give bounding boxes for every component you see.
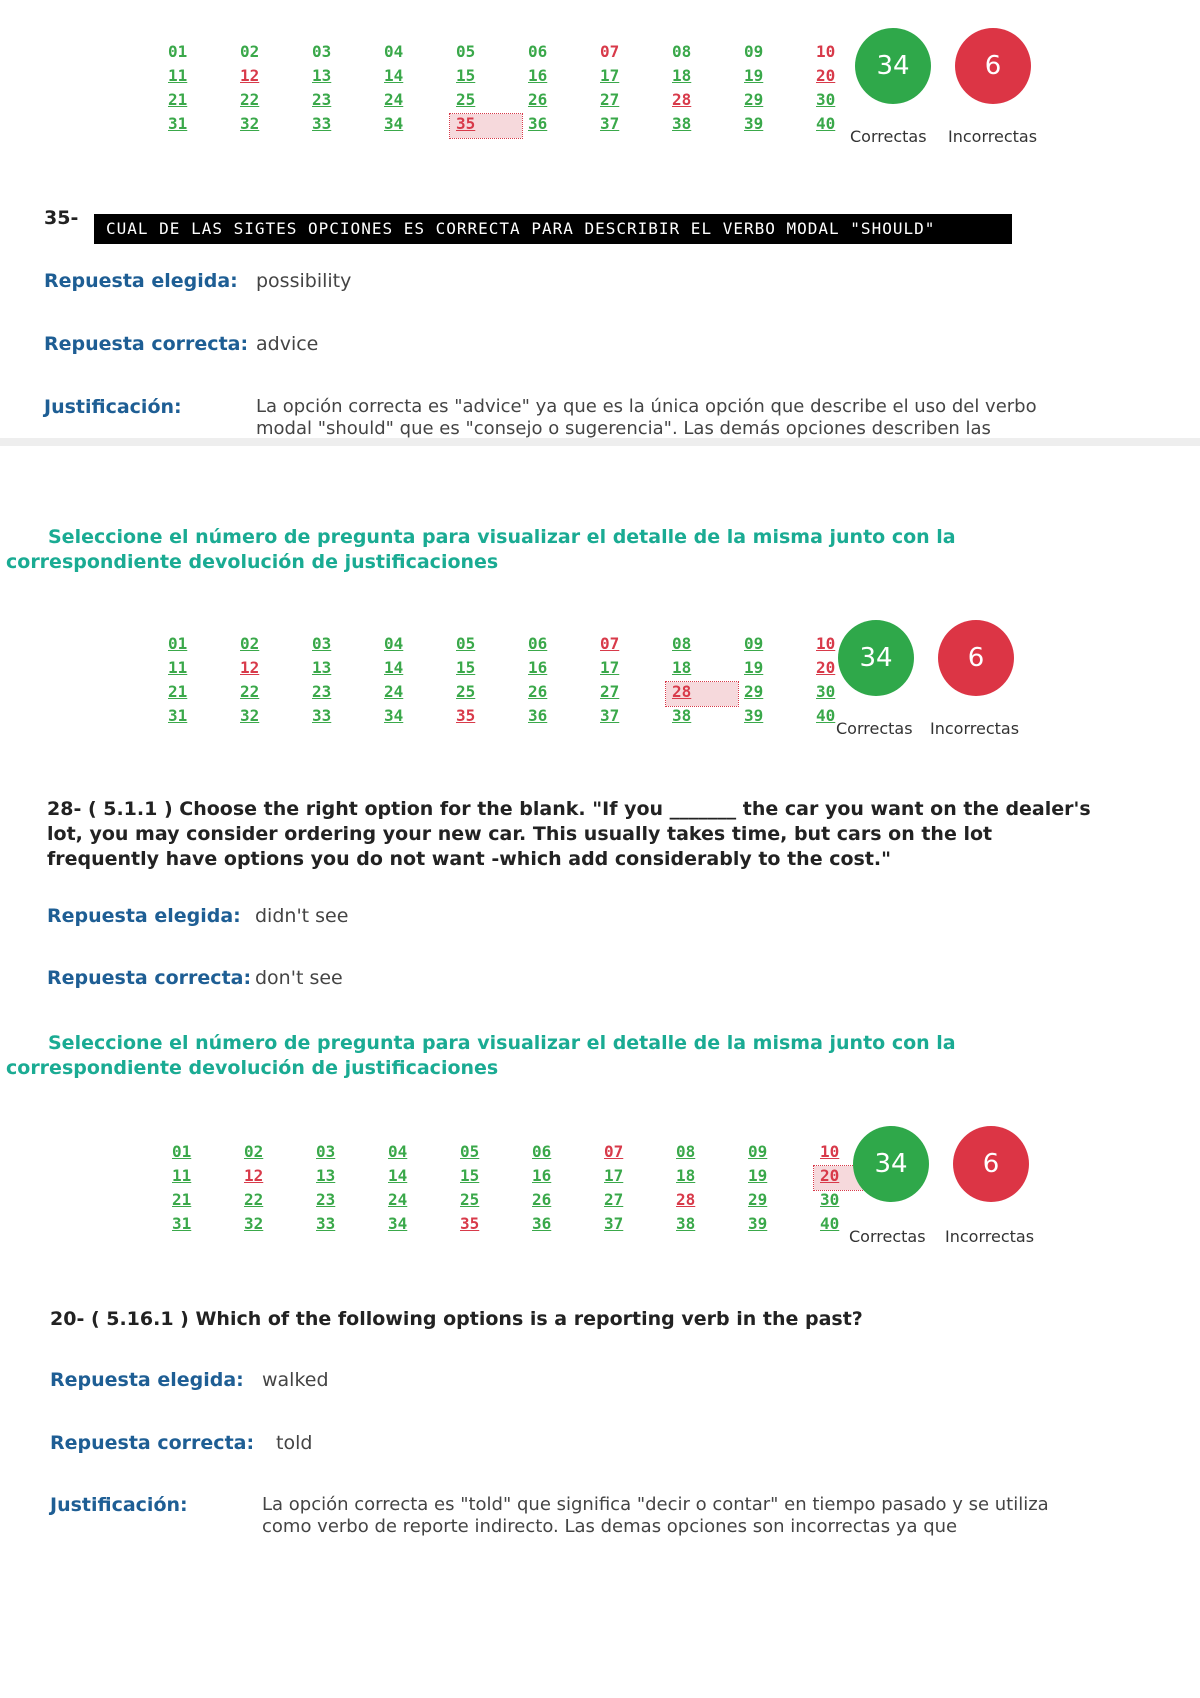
question-number-link[interactable]: 30	[816, 90, 836, 109]
correct-answer-label: Repuesta correcta:	[47, 967, 252, 989]
question-number-link[interactable]: 16	[528, 66, 548, 85]
question-number-link[interactable]: 06	[528, 42, 548, 61]
correct-label: Correctas	[850, 127, 927, 146]
question-number-link[interactable]: 12	[240, 658, 260, 677]
question-grid	[162, 42, 882, 138]
justification-text: La opción correcta es "told" que significa "decir o contar" en tiempo pasado y se utiliza como verbo de reporte indirecto. Las demas opciones son incorrectas ya que	[262, 1494, 1049, 1537]
question-number-link[interactable]: 16	[528, 658, 548, 677]
question-text: CUAL DE LAS SIGTES OPCIONES ES CORRECTA PARA DESCRIBIR EL VERBO MODAL "SHOULD"	[94, 214, 1012, 244]
question-number-link[interactable]: 02	[244, 1142, 264, 1161]
question-number-link[interactable]: 27	[604, 1190, 624, 1209]
question-number-link[interactable]: 02	[240, 42, 260, 61]
question-number-link[interactable]: 16	[532, 1166, 552, 1185]
question-number: 35-	[44, 207, 79, 229]
question-number-link[interactable]: 17	[600, 658, 620, 677]
question-number-link[interactable]: 03	[312, 634, 332, 653]
question-number-link[interactable]: 39	[744, 114, 764, 133]
justification-text: La opción correcta es "advice" ya que es la única opción que describe el uso del verbo modal "should" que es "consejo o sugerencia". Las demás opciones describen las	[256, 396, 1037, 438]
question-grid	[162, 634, 882, 730]
question-number-link[interactable]: 15	[460, 1166, 480, 1185]
question-number-link[interactable]: 38	[672, 706, 692, 725]
results-panel-1	[0, 0, 1200, 470]
correct-count-circle: 34	[853, 1126, 929, 1202]
question-number-link[interactable]: 26	[528, 682, 548, 701]
question-number-link[interactable]: 23	[316, 1190, 336, 1209]
question-number-link[interactable]: 22	[240, 682, 260, 701]
question-number-link[interactable]: 11	[168, 66, 188, 85]
question-number-link[interactable]: 06	[528, 634, 548, 653]
question-number-link[interactable]: 26	[532, 1190, 552, 1209]
question-number-link[interactable]: 31	[168, 114, 188, 133]
question-number-link[interactable]: 04	[384, 42, 404, 61]
section-divider	[0, 438, 1200, 446]
question-number-link[interactable]: 40	[816, 114, 836, 133]
question-number-link[interactable]: 26	[528, 90, 548, 109]
question-number-link[interactable]: 39	[744, 706, 764, 725]
question-number-link[interactable]: 36	[532, 1214, 552, 1233]
question-number-link[interactable]: 01	[168, 634, 188, 653]
question-number-link[interactable]: 19	[744, 658, 764, 677]
incorrect-label: Incorrectas	[945, 1227, 1035, 1246]
question-number-link[interactable]: 23	[312, 682, 332, 701]
incorrect-count-circle: 6	[953, 1126, 1029, 1202]
chosen-answer-value: possibility	[256, 270, 352, 292]
question-number-link[interactable]: 07	[600, 42, 620, 61]
question-number-link[interactable]: 40	[820, 1214, 840, 1233]
correct-answer-value: told	[276, 1432, 313, 1454]
question-number-link[interactable]: 33	[312, 114, 332, 133]
incorrect-count-circle: 6	[938, 620, 1014, 696]
chosen-answer-label: Repuesta elegida:	[44, 270, 238, 292]
question-number-link[interactable]: 36	[528, 706, 548, 725]
question-number-link[interactable]: 35	[460, 1214, 480, 1233]
justification-label: Justificación:	[50, 1494, 188, 1516]
instruction-text: Seleccione el número de pregunta para visualizar el detalle de la misma junto con la correspondiente devolución de justificaciones	[6, 1032, 956, 1079]
question-number-link[interactable]: 15	[456, 658, 476, 677]
question-number-link[interactable]: 15	[456, 66, 476, 85]
correct-label: Correctas	[849, 1227, 926, 1246]
question-grid	[166, 1142, 886, 1238]
question-text: 28- ( 5.1.1 ) Choose the right option for the blank. "If you _______ the car you want on the dealer's lot, you may consider ordering your new car. This usually takes time, but cars on the lot frequently have options you do not want -which add considerably to the cost."	[47, 798, 1091, 870]
question-number-link[interactable]: 28	[666, 682, 738, 706]
question-number-link[interactable]: 09	[744, 634, 764, 653]
correct-label: Correctas	[836, 719, 913, 738]
question-number-link[interactable]: 13	[312, 658, 332, 677]
question-number-link[interactable]: 01	[172, 1142, 192, 1161]
question-number-link[interactable]: 20	[814, 1166, 886, 1190]
question-number-link[interactable]: 04	[384, 634, 404, 653]
question-number-link[interactable]: 09	[744, 42, 764, 61]
question-number-link[interactable]: 11	[172, 1166, 192, 1185]
question-number-link[interactable]: 07	[600, 634, 620, 653]
question-number-link[interactable]: 37	[600, 706, 620, 725]
question-number-link[interactable]: 23	[312, 90, 332, 109]
correct-answer-value: advice	[256, 333, 319, 355]
question-number-link[interactable]: 18	[672, 658, 692, 677]
correct-count-circle: 34	[838, 620, 914, 696]
question-number-link[interactable]: 05	[460, 1142, 480, 1161]
chosen-answer-label: Repuesta elegida:	[47, 905, 241, 927]
question-number-link[interactable]: 17	[600, 66, 620, 85]
question-number-link[interactable]: 27	[600, 682, 620, 701]
question-number-link[interactable]: 20	[816, 658, 836, 677]
question-number-link[interactable]: 18	[672, 66, 692, 85]
question-number-link[interactable]: 30	[816, 682, 836, 701]
question-number-link[interactable]: 07	[604, 1142, 624, 1161]
question-number-link[interactable]: 28	[672, 90, 692, 109]
question-number-link[interactable]: 33	[312, 706, 332, 725]
question-number-link[interactable]: 08	[676, 1142, 696, 1161]
question-number-link[interactable]: 30	[820, 1190, 840, 1209]
justification-label: Justificación:	[44, 396, 182, 418]
question-number-link[interactable]: 22	[244, 1190, 264, 1209]
incorrect-label: Incorrectas	[948, 127, 1038, 146]
question-number-link[interactable]: 29	[744, 682, 764, 701]
correct-count-circle: 34	[855, 28, 931, 104]
question-number-link[interactable]: 13	[316, 1166, 336, 1185]
question-number-link[interactable]: 27	[600, 90, 620, 109]
question-number-link[interactable]: 40	[816, 706, 836, 725]
question-number-link[interactable]: 29	[748, 1190, 768, 1209]
question-number-link[interactable]: 21	[168, 90, 188, 109]
question-number-link[interactable]: 22	[240, 90, 260, 109]
question-number-link[interactable]: 08	[672, 42, 692, 61]
question-number-link[interactable]: 24	[388, 1190, 408, 1209]
question-number-link[interactable]: 34	[384, 114, 404, 133]
question-number-link[interactable]: 31	[172, 1214, 192, 1233]
question-number-link[interactable]: 03	[316, 1142, 336, 1161]
question-number-link[interactable]: 21	[172, 1190, 192, 1209]
question-number-link[interactable]: 25	[456, 682, 476, 701]
chosen-answer-label: Repuesta elegida:	[50, 1369, 244, 1391]
question-number-link[interactable]: 32	[240, 114, 260, 133]
question-text: 20- ( 5.16.1 ) Which of the following options is a reporting verb in the past?	[50, 1308, 863, 1330]
question-number-link[interactable]: 12	[240, 66, 260, 85]
instruction-text: Seleccione el número de pregunta para visualizar el detalle de la misma junto con la correspondiente devolución de justificaciones	[6, 526, 956, 573]
chosen-answer-value: walked	[262, 1369, 329, 1391]
question-number-link[interactable]: 34	[384, 706, 404, 725]
question-number-link[interactable]: 25	[456, 90, 476, 109]
question-number-link[interactable]: 13	[312, 66, 332, 85]
question-number-link[interactable]: 17	[604, 1166, 624, 1185]
incorrect-count-circle: 6	[955, 28, 1031, 104]
question-number-link[interactable]: 06	[532, 1142, 552, 1161]
question-number-link[interactable]: 10	[816, 42, 836, 61]
question-number-link[interactable]: 32	[240, 706, 260, 725]
question-number-link[interactable]: 20	[816, 66, 836, 85]
question-number-link[interactable]: 10	[816, 634, 836, 653]
question-number-link[interactable]: 37	[604, 1214, 624, 1233]
question-number-link[interactable]: 36	[528, 114, 548, 133]
question-number-link[interactable]: 21	[168, 682, 188, 701]
question-number-link[interactable]: 38	[676, 1214, 696, 1233]
question-number-link[interactable]: 34	[388, 1214, 408, 1233]
question-number-link[interactable]: 05	[456, 42, 476, 61]
question-number-link[interactable]: 37	[600, 114, 620, 133]
question-number-link[interactable]: 32	[244, 1214, 264, 1233]
question-number-link[interactable]: 33	[316, 1214, 336, 1233]
question-number-link[interactable]: 28	[676, 1190, 696, 1209]
question-number-link[interactable]: 09	[748, 1142, 768, 1161]
question-number-link[interactable]: 25	[460, 1190, 480, 1209]
question-number-link[interactable]: 11	[168, 658, 188, 677]
question-number-link[interactable]: 39	[748, 1214, 768, 1233]
question-number-link[interactable]: 29	[744, 90, 764, 109]
question-number-link[interactable]: 05	[456, 634, 476, 653]
question-number-link[interactable]: 19	[744, 66, 764, 85]
question-number-link[interactable]: 01	[168, 42, 188, 61]
correct-answer-label: Repuesta correcta:	[50, 1432, 255, 1454]
question-number-link[interactable]: 18	[676, 1166, 696, 1185]
question-number-link[interactable]: 19	[748, 1166, 768, 1185]
chosen-answer-value: didn't see	[255, 905, 349, 927]
question-number-link[interactable]: 35	[456, 706, 476, 725]
correct-answer-value: don't see	[255, 967, 343, 989]
question-number-link[interactable]: 12	[244, 1166, 264, 1185]
question-number-link[interactable]: 35	[450, 114, 522, 138]
question-number-link[interactable]: 04	[388, 1142, 408, 1161]
question-number-link[interactable]: 03	[312, 42, 332, 61]
question-number-link[interactable]: 24	[384, 90, 404, 109]
question-number-link[interactable]: 14	[388, 1166, 408, 1185]
question-number-link[interactable]: 14	[384, 658, 404, 677]
question-number-link[interactable]: 31	[168, 706, 188, 725]
incorrect-label: Incorrectas	[930, 719, 1020, 738]
question-number-link[interactable]: 24	[384, 682, 404, 701]
question-number-link[interactable]: 02	[240, 634, 260, 653]
question-number-link[interactable]: 08	[672, 634, 692, 653]
question-number-link[interactable]: 14	[384, 66, 404, 85]
correct-answer-label: Repuesta correcta:	[44, 333, 249, 355]
question-number-link[interactable]: 38	[672, 114, 692, 133]
question-number-link[interactable]: 10	[820, 1142, 840, 1161]
